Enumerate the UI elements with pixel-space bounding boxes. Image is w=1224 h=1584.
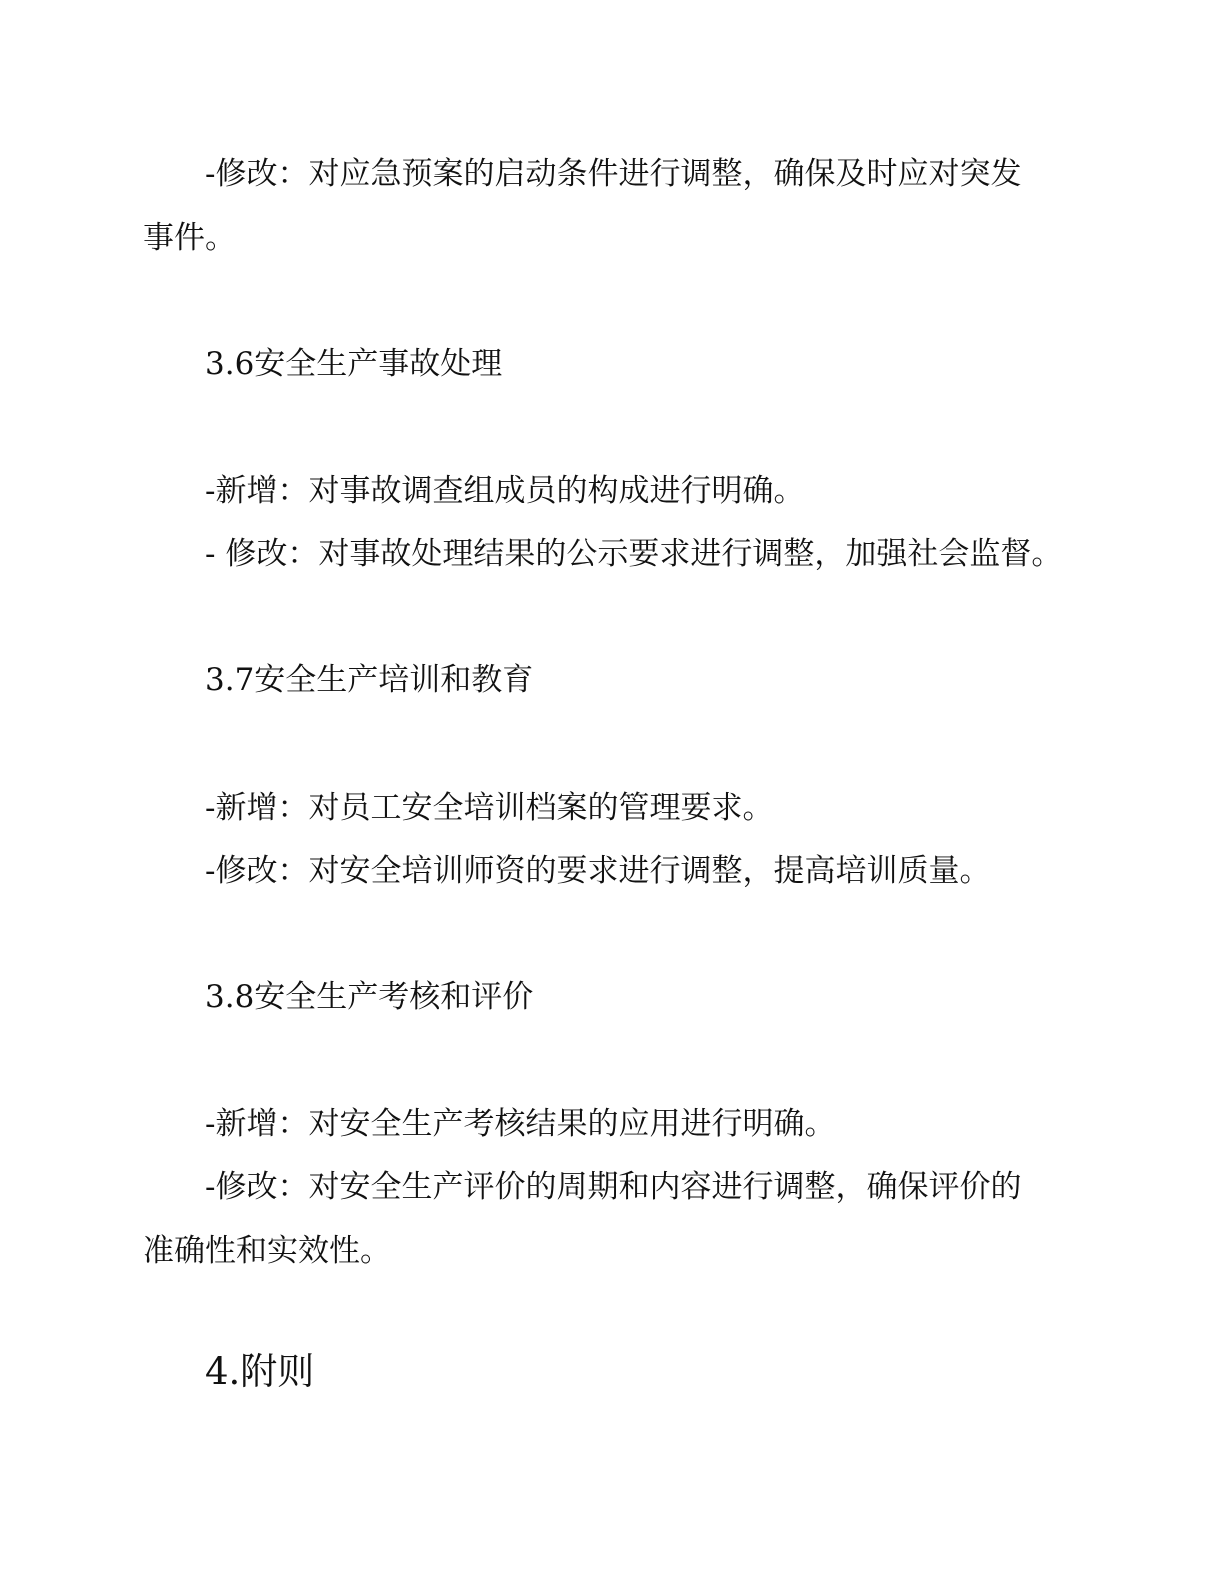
paragraph-line: -修改：对应急预案的启动条件进行调整，确保及时应对突发 xyxy=(205,156,1022,192)
paragraph-line: -新增：对安全生产考核结果的应用进行明确。 xyxy=(205,1106,836,1142)
paragraph-continuation: 事件。 xyxy=(143,220,236,256)
paragraph-line: -修改：对安全生产评价的周期和内容进行调整，确保评价的 xyxy=(205,1169,1022,1205)
section-heading-3-8: 3.8安全生产考核和评价 xyxy=(205,979,534,1015)
paragraph-line: -新增：对事故调查组成员的构成进行明确。 xyxy=(205,473,805,509)
paragraph-continuation: 准确性和实效性。 xyxy=(143,1233,391,1269)
main-heading-4: 4.附则 xyxy=(205,1350,315,1393)
paragraph-line: -新增：对员工安全培训档案的管理要求。 xyxy=(205,790,774,826)
section-heading-3-6: 3.6安全生产事故处理 xyxy=(205,346,503,382)
paragraph-line: - 修改：对事故处理结果的公示要求进行调整，加强社会监督。 xyxy=(205,536,1063,572)
paragraph-line: -修改：对安全培训师资的要求进行调整，提高培训质量。 xyxy=(205,853,991,889)
section-heading-3-7: 3.7安全生产培训和教育 xyxy=(205,662,534,698)
